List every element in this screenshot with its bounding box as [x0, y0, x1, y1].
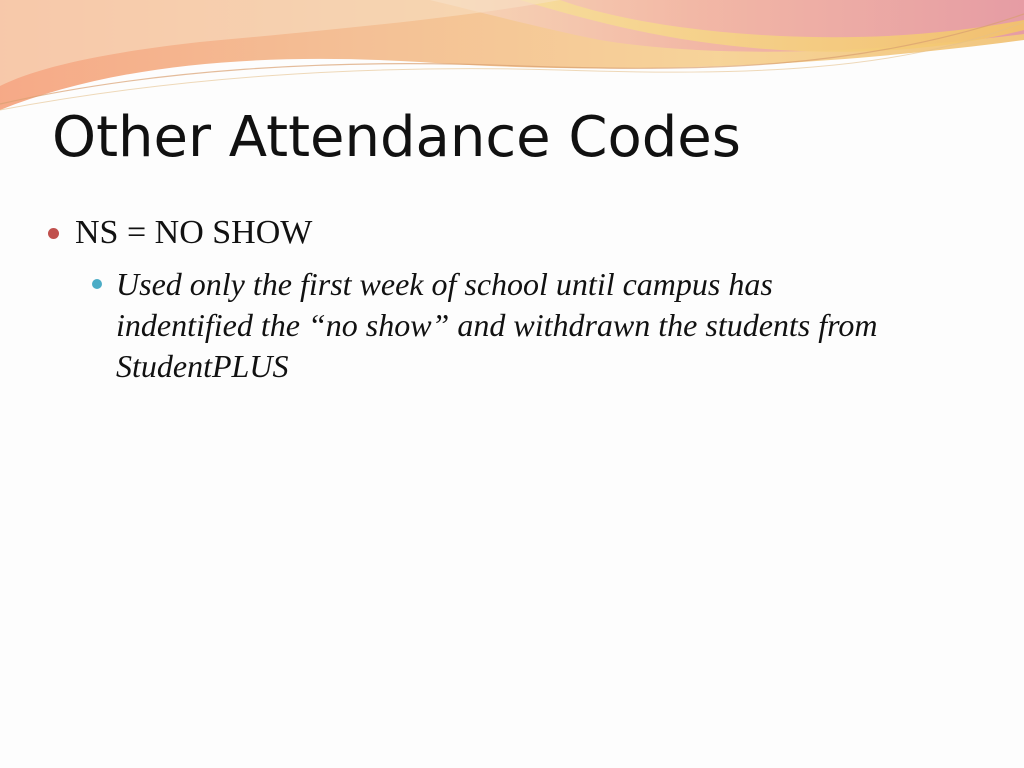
slide-title: Other Attendance Codes — [52, 105, 741, 170]
sub-bullet-item — [92, 264, 992, 387]
bullet-text: NS = NO SHOW — [75, 214, 313, 251]
sub-bullet-text — [116, 264, 878, 387]
sub-bullet-line: Used only the first week of school until campus has — [116, 266, 773, 302]
sub-bullet-dot-icon — [92, 279, 102, 289]
sub-bullet-line: indentified the “no show” and withdrawn the students from — [116, 307, 878, 343]
sub-bullet-line: StudentPLUS — [116, 348, 289, 384]
bullet-dot-icon — [48, 228, 59, 239]
bullet-item-ns — [48, 208, 312, 258]
